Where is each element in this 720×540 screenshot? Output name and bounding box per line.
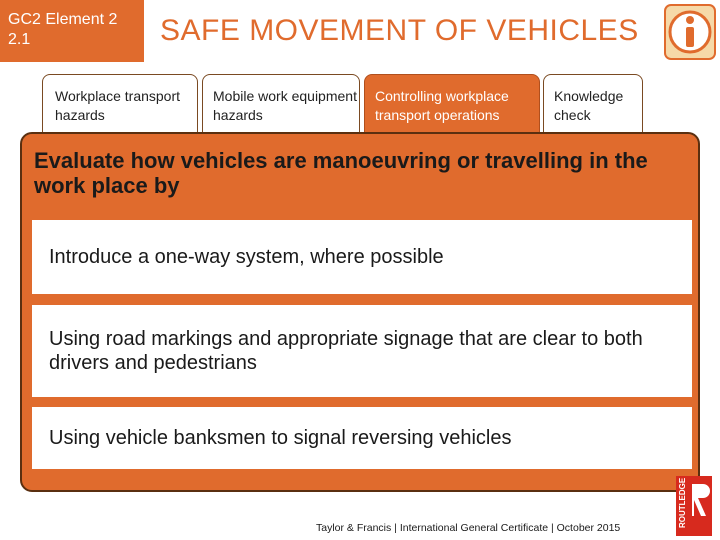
element-badge — [0, 0, 144, 62]
page-title: SAFE MOVEMENT OF VEHICLES — [160, 14, 639, 47]
list-item — [32, 407, 692, 469]
list-item — [32, 220, 692, 294]
publisher-logo — [676, 476, 712, 536]
point-text: Using vehicle banksmen to signal reversing vehicles — [49, 427, 512, 449]
point-text: Introduce a one-way system, where possible — [49, 246, 444, 268]
info-person-icon — [664, 4, 716, 60]
tab-label: Knowledge check — [554, 88, 624, 123]
publisher-logo-text: ROUTLEDGE — [678, 477, 687, 528]
panel-heading: Evaluate how vehicles are manoeuvring or travelling in the work place by — [34, 148, 648, 198]
tab-label: Workplace transport hazards — [55, 88, 181, 123]
list-item — [32, 305, 692, 397]
content-panel — [20, 132, 700, 492]
tab-label: Mobile work equipment hazards — [213, 88, 357, 123]
tab-label: Controlling workplace transport operations — [375, 88, 509, 123]
element-label: GC2 Element 2 2.1 — [8, 11, 118, 48]
footer-text: Taylor & Francis | International General Certificate | October 2015 — [316, 522, 621, 534]
point-text: Using road markings and appropriate signage that are clear to both drivers and pedestrians — [49, 328, 643, 374]
